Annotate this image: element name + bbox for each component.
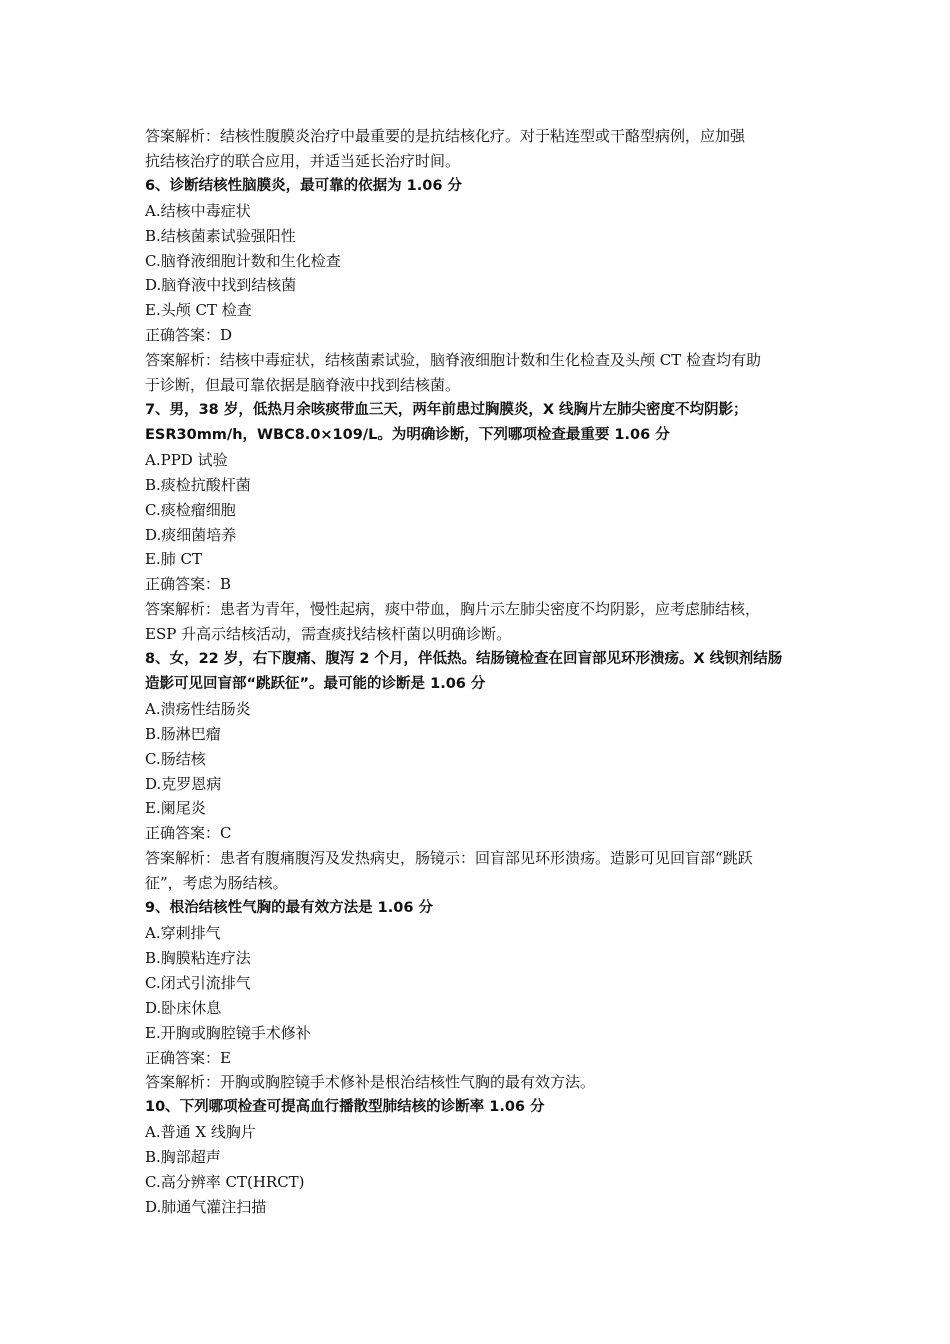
option-line: D.卧床休息 xyxy=(145,998,222,1017)
option-line: A.PPD 试验 xyxy=(145,450,228,469)
question-line: ESR30mm/h，WBC8.0×109/L。为明确诊断，下列哪项检查最重要 1.06 分 xyxy=(145,426,670,443)
correct-answer-line: 正确答案：C xyxy=(145,824,232,843)
question-line: 9、根治结核性气胸的最有效方法是 1.06 分 xyxy=(145,900,433,917)
answer-explanation-line: 答案解析：结核中毒症状，结核菌素试验，脑脊液细胞计数和生化检查及头颅 CT 检查均有助 xyxy=(145,351,762,370)
option-line: B.结核菌素试验强阳性 xyxy=(145,226,296,245)
option-line: B.胸部超声 xyxy=(145,1148,221,1167)
option-line: C.痰检瘤细胞 xyxy=(145,500,236,519)
option-line: B.痰检抗酸杆菌 xyxy=(145,475,251,494)
option-line: E.头颅 CT 检查 xyxy=(145,301,252,320)
question-line: 8、女，22 岁，右下腹痛、腹泻 2 个月，伴低热。结肠镜检查在回盲部见环形溃疡。X 线钡剂结肠 xyxy=(145,651,783,668)
option-line: C.高分辨率 CT(HRCT) xyxy=(145,1173,305,1192)
option-line: A.穿刺排气 xyxy=(145,924,221,942)
document-body xyxy=(145,124,815,1220)
answer-explanation-line: 答案解析：开胸或胸腔镜手术修补是根治结核性气胸的最有效方法。 xyxy=(145,1073,596,1092)
option-line: A.普通 X 线胸片 xyxy=(145,1123,256,1142)
question-line: 10、下列哪项检查可提高血行播散型肺结核的诊断率 1.06 分 xyxy=(145,1099,545,1116)
text-line: 征”，考虑为肠结核。 xyxy=(145,874,288,893)
option-line: D.痰细菌培养 xyxy=(145,525,237,544)
option-line: A.溃疡性结肠炎 xyxy=(145,699,251,718)
option-line: E.肺 CT xyxy=(145,550,202,569)
option-line: D.肺通气灌注扫描 xyxy=(145,1197,267,1216)
question-line: 造影可见回盲部“跳跃征”。最可能的诊断是 1.06 分 xyxy=(145,675,486,692)
answer-explanation-line: 答案解析：患者为青年，慢性起病，痰中带血，胸片示左肺尖密度不均阴影，应考虑肺结核， xyxy=(145,600,761,619)
correct-answer-line: 正确答案：E xyxy=(145,1048,231,1067)
correct-answer-line: 正确答案：B xyxy=(145,575,232,594)
option-line: C.肠结核 xyxy=(145,749,206,768)
text-line: ESP 升高示结核活动，需查痰找结核杆菌以明确诊断。 xyxy=(145,625,512,644)
option-line: D.脑脊液中找到结核菌 xyxy=(145,276,297,295)
option-line: A.结核中毒症状 xyxy=(145,201,251,220)
option-line: B.胸膜粘连疗法 xyxy=(145,948,251,967)
answer-explanation-line: 答案解析：患者有腹痛腹泻及发热病史，肠镜示：回盲部见环形溃疡。造影可见回盲部“跳跃 xyxy=(145,849,753,868)
option-line: E.阑尾炎 xyxy=(145,799,206,818)
question-line: 7、男，38 岁，低热月余咳痰带血三天，两年前患过胸膜炎，X 线胸片左肺尖密度不均阴影； xyxy=(145,401,748,418)
option-line: D.克罗恩病 xyxy=(145,774,222,793)
question-line: 6、诊断结核性脑膜炎，最可靠的依据为 1.06 分 xyxy=(145,177,462,194)
option-line: C.闭式引流排气 xyxy=(145,973,251,992)
text-line: 抗结核治疗的联合应用，并适当延长治疗时间。 xyxy=(145,151,461,170)
option-line: C.脑脊液细胞计数和生化检查 xyxy=(145,251,341,270)
text-line: 于诊断，但最可靠依据是脑脊液中找到结核菌。 xyxy=(145,376,461,395)
answer-explanation-line: 答案解析：结核性腹膜炎治疗中最重要的是抗结核化疗。对于粘连型或干酪型病例，应加强 xyxy=(145,127,746,145)
option-line: E.开胸或胸腔镜手术修补 xyxy=(145,1023,311,1042)
option-line: B.肠淋巴瘤 xyxy=(145,724,221,743)
correct-answer-line: 正确答案：D xyxy=(145,326,233,345)
